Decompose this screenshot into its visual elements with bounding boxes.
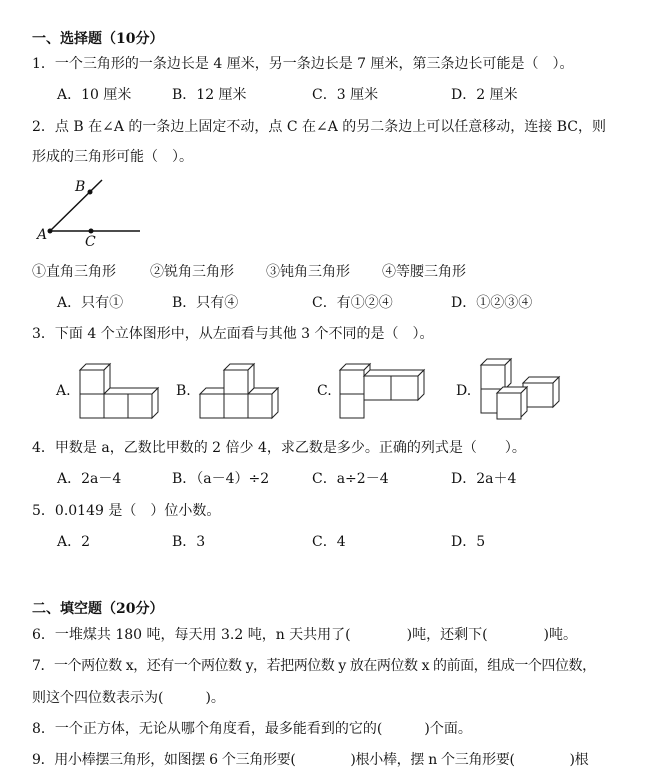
q3-figure-d [477,353,572,423]
q3-text: 3．下面 4 个立体图形中，从左面看与其他 3 个不同的是（ ）。 [32,326,434,342]
point-c-label: C [85,234,96,250]
q2-option-d: D．①②③④ [451,295,533,311]
q5-option-b: B．3 [172,534,206,550]
q3-figure-a [76,356,166,421]
q5-text: 5．0.0149 是（ ）位小数。 [32,503,221,519]
q5-option-a: A．2 [57,534,91,550]
cube-right [523,377,559,407]
q2-text-line2: 形成的三角形可能（ ）。 [32,149,193,165]
q2-option-c: C．有①②④ [312,295,393,311]
q2-option-b: B．只有④ [172,295,239,311]
q2-choice-3: ③钝角三角形 [266,264,350,280]
q2-text-line1: 2．点 B 在∠A 的一条边上固定不动，点 C 在∠A 的另二条边上可以任意移动，连接 BC，则 [32,119,606,135]
q9-text: 9．用小棒摆三角形，如图摆 6 个三角形要( )根小棒，摆 n 个三角形要( )根 [32,752,589,768]
q4-text: 4．甲数是 a，乙数比甲数的 2 倍少 4，求乙数是多少。正确的列式是（ ）。 [32,440,526,456]
section-title-choice: 一、选择题（10分） [32,31,164,47]
q2-option-a: A．只有① [57,295,124,311]
q7-text-line1: 7．一个两位数 x，还有一个两位数 y，若把两位数 y 放在两位数 x 的前面，组成一个四位数， [32,658,596,674]
q1-option-b: B．12 厘米 [172,87,247,103]
q1-option-c: C．3 厘米 [312,87,379,103]
q5-option-d: D．5 [451,534,486,550]
cube-top [224,364,254,394]
q1-option-a: A．10 厘米 [57,87,132,103]
point-b-dot [88,190,93,195]
cube-top [80,364,110,394]
q8-text: 8．一个正方体，无论从哪个角度看，最多能看到的它的( )个面。 [32,721,472,737]
q1-text: 1．一个三角形的一条边长是 4 厘米，另一条边长是 7 厘米，第三条边长可能是（ ）。 [32,56,574,72]
section-title-fill: 二、填空题（20分） [32,601,164,617]
q7-text-line2: 则这个四位数表示为( )。 [32,690,225,706]
q4-option-c: C．a÷2－4 [312,471,389,487]
q3-label-d: D. [456,383,472,399]
q3-label-a: A. [56,383,71,399]
q5-option-c: C．4 [312,534,346,550]
q3-label-b: B. [176,383,191,399]
q1-option-d: D．2 厘米 [451,87,518,103]
cube-front [497,387,527,419]
q6-text: 6．一堆煤共 180 吨，每天用 3.2 吨，n 天共用了( )吨，还剩下( )吨。 [32,627,578,643]
q3-figure-c [336,356,431,421]
q4-option-b: B．（a－4）÷2 [172,471,270,487]
q3-figure-b [196,356,291,421]
q4-option-a: A．2a－4 [57,471,122,487]
point-a-label: A [37,227,48,243]
q4-option-d: D．2a＋4 [451,471,517,487]
point-a-dot [48,229,53,234]
point-c-dot [89,229,94,234]
q2-choice-1: ①直角三角形 [32,264,116,280]
q2-choice-2: ②锐角三角形 [150,264,234,280]
q2-choice-4: ④等腰三角形 [382,264,466,280]
point-b-label: B [75,179,86,195]
q3-label-c: C. [317,383,332,399]
